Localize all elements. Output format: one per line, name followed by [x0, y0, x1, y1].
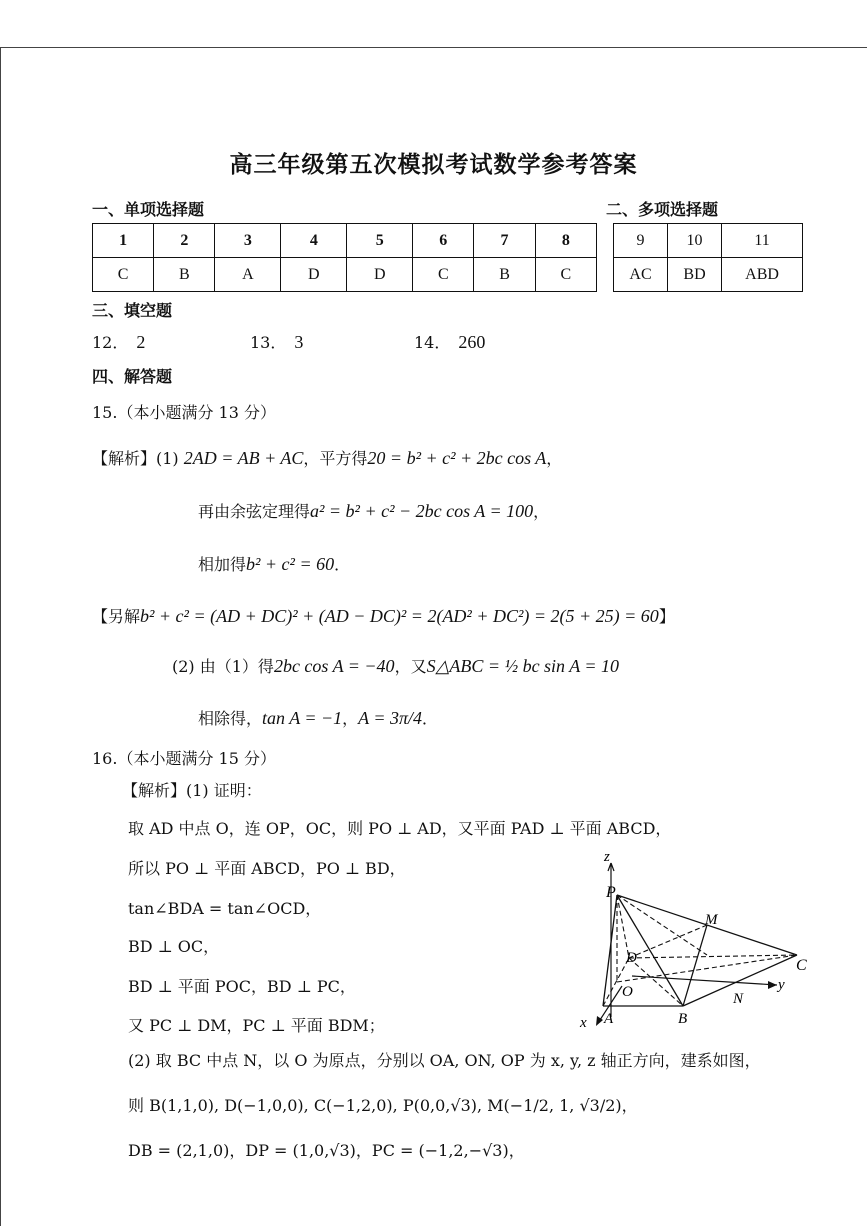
- question-number: 5: [347, 224, 413, 258]
- solution-label: 【解析】(1): [92, 449, 179, 468]
- math-expr: b² + c² = 60: [246, 554, 335, 574]
- math-expr: tan A = −1: [262, 708, 343, 728]
- text-span: ，平方得: [303, 449, 368, 468]
- edge-PA: [603, 895, 617, 1006]
- math-expr: 2AD = AB + AC: [183, 448, 304, 468]
- page-title: 高三年级第五次模拟考试数学参考答案: [229, 151, 638, 178]
- q16-line-6: BD ⊥ 平面 POC，BD ⊥ PC，: [128, 977, 356, 996]
- question-number: 4: [281, 224, 347, 258]
- label-A: A: [604, 1011, 614, 1027]
- section-fill-blank: 三、填空题: [92, 301, 173, 320]
- edge-DB: [629, 958, 683, 1006]
- math-expr: b² + c² = (AD + DC)² + (AD − DC)² = 2(AD² + DC²) = 2(5 + 25) = 60: [140, 606, 659, 626]
- fill-number: 14．: [414, 333, 451, 352]
- section-solutions: 四、解答题: [92, 367, 173, 386]
- label-M: M: [705, 912, 718, 928]
- math-expr: 2bc cos A = −40: [273, 656, 395, 676]
- label-O: O: [622, 984, 633, 1000]
- fill-value: 260: [458, 332, 486, 352]
- text-span: 】: [658, 607, 675, 626]
- segment-OC: [617, 955, 797, 982]
- table-row: [614, 258, 803, 292]
- answer-cell: BD: [668, 258, 722, 292]
- text-span: ，: [342, 709, 359, 728]
- question-number: 3: [215, 224, 281, 258]
- q16-line-10: DB = (2,1,0)，DP = (1,0,√3)，PC = (−1,2,−√3)，: [128, 1141, 525, 1160]
- q16-line-2: 取 AD 中点 O，连 OP，OC，则 PO ⊥ AD，又平面 PAD ⊥ 平面 ABCD，: [128, 819, 672, 838]
- page-border-top: [0, 47, 867, 48]
- text-span: ，: [533, 502, 550, 521]
- fill-value: 3: [294, 332, 304, 352]
- q16-line-8: (2) 取 BC 中点 N，以 O 为原点，分别以 OA, ON, OP 为 x, y, z 轴正方向，建系如图，: [128, 1051, 761, 1070]
- q15-line-3: [198, 552, 350, 575]
- q15-line-2: [198, 499, 549, 522]
- label-y: y: [778, 977, 785, 993]
- math-expr: S△ABC = ½ bc sin A = 10: [426, 656, 620, 676]
- math-expr: 20 = b² + c² + 2bc cos A: [367, 448, 547, 468]
- table-row: [93, 258, 597, 292]
- text-span: ．: [334, 555, 351, 574]
- segment-PN: [617, 895, 707, 955]
- answer-cell: A: [215, 258, 281, 292]
- geometry-figure: [570, 845, 820, 1035]
- math-expr: a² = b² + c² − 2bc cos A = 100: [310, 501, 534, 521]
- label-x: x: [580, 1015, 587, 1031]
- label-D: D: [626, 950, 637, 966]
- q16-line-7: 又 PC ⊥ DM，PC ⊥ 平面 BDM；: [128, 1016, 385, 1035]
- fill-number: 13．: [250, 333, 287, 352]
- q16-line-3: 所以 PO ⊥ 平面 ABCD，PO ⊥ BD，: [128, 859, 406, 878]
- text-span: 再由余弦定理得: [198, 502, 311, 521]
- section-single-choice: 一、单项选择题: [92, 200, 205, 219]
- answer-cell: D: [281, 258, 347, 292]
- question-number: 11: [722, 224, 803, 258]
- text-span: 【另解: [92, 607, 141, 626]
- answer-cell: B: [474, 258, 535, 292]
- q16-line-9: 则 B(1,1,0), D(−1,0,0), C(−1,2,0), P(0,0,√3), M(−1/2, 1, √3/2)，: [128, 1096, 638, 1115]
- text-span: ．: [422, 709, 439, 728]
- math-expr: A = 3π/4: [358, 708, 423, 728]
- question-number: 10: [668, 224, 722, 258]
- table-row: [93, 224, 597, 258]
- answer-cell: AC: [614, 258, 668, 292]
- question-number: 2: [154, 224, 215, 258]
- question-number: 9: [614, 224, 668, 258]
- q16-line-1: 【解析】(1) 证明：: [122, 781, 262, 800]
- q15-line-5: [172, 654, 619, 677]
- q15-line-1: [92, 446, 562, 469]
- question-number: 8: [535, 224, 596, 258]
- answer-cell: D: [347, 258, 413, 292]
- answer-cell: C: [535, 258, 596, 292]
- q16-header: 16.（本小题满分 15 分）: [92, 749, 276, 768]
- text-span: ，: [546, 449, 563, 468]
- question-number: 7: [474, 224, 535, 258]
- single-choice-table: [92, 223, 597, 292]
- label-N: N: [733, 991, 744, 1007]
- answer-cell: C: [93, 258, 154, 292]
- label-P: P: [606, 884, 616, 901]
- label-C: C: [796, 957, 807, 974]
- fill-answer-13: [250, 330, 303, 353]
- page-border-left: [0, 47, 1, 1226]
- answer-cell: C: [413, 258, 474, 292]
- q15-line-6: [198, 706, 438, 729]
- answer-cell: ABD: [722, 258, 803, 292]
- multi-choice-table: [613, 223, 803, 292]
- question-number: 6: [413, 224, 474, 258]
- segment-MB: [683, 925, 707, 1006]
- segment-MD: [629, 925, 707, 958]
- y-axis-arrow: [768, 981, 777, 989]
- question-number: 1: [93, 224, 154, 258]
- text-span: 相加得: [198, 555, 247, 574]
- fill-answer-12: [92, 330, 145, 353]
- section-multi-choice: 二、多项选择题: [606, 200, 719, 219]
- fill-answer-14: [414, 330, 485, 353]
- answer-cell: B: [154, 258, 215, 292]
- label-z: z: [604, 849, 610, 865]
- fill-value: 2: [136, 332, 146, 352]
- table-row: [614, 224, 803, 258]
- q15-header: 15.（本小题满分 13 分）: [92, 403, 276, 422]
- q16-line-4: tan∠BDA = tan∠OCD，: [128, 899, 322, 918]
- text-span: (2) 由（1）得: [172, 657, 274, 676]
- label-B: B: [678, 1011, 688, 1027]
- fill-number: 12．: [92, 333, 129, 352]
- text-span: 相除得，: [198, 709, 263, 728]
- q16-line-5: BD ⊥ OC，: [128, 937, 220, 956]
- text-span: ，又: [394, 657, 427, 676]
- q15-alt-solution: [92, 604, 675, 627]
